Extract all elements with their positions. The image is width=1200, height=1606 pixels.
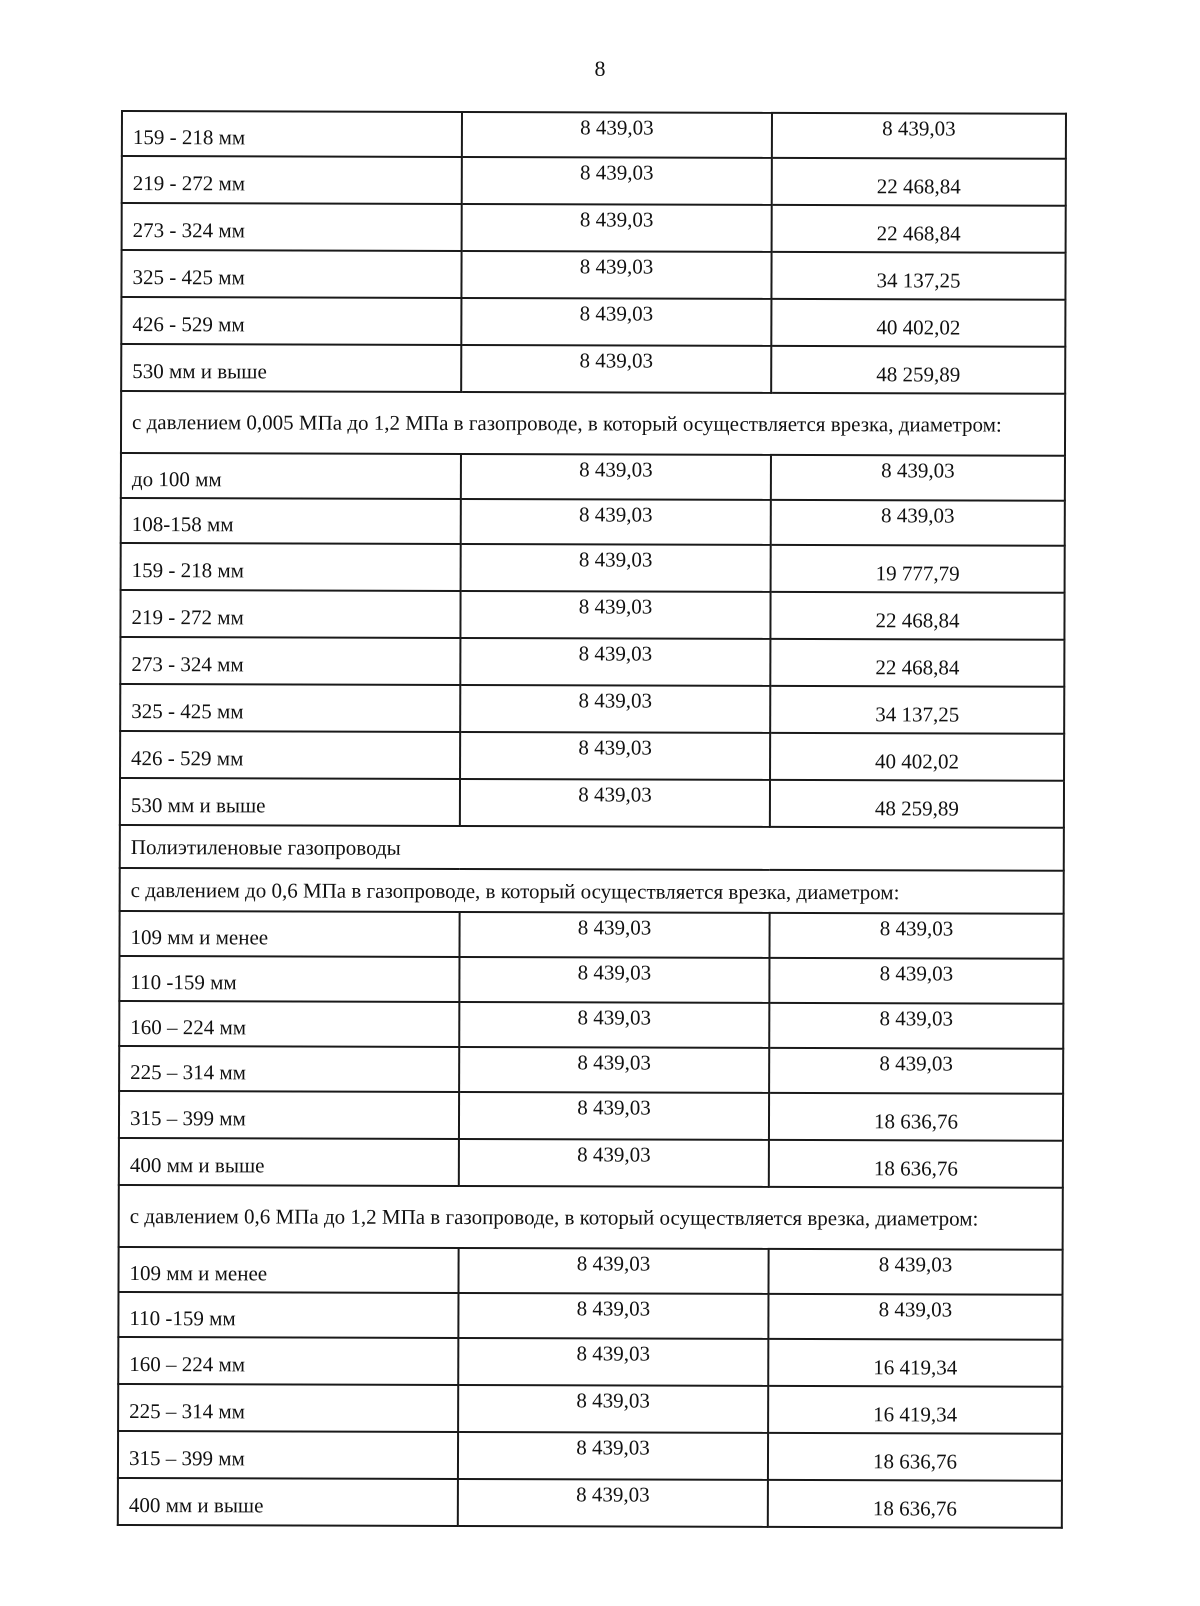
section-heading-row xyxy=(121,391,1065,456)
rate-cell-column-3: 8 439,03 xyxy=(768,1294,1062,1340)
diameter-range-cell: 400 мм и выше xyxy=(118,1478,458,1526)
diameter-range-cell: 273 - 324 мм xyxy=(122,203,462,251)
rate-cell-column-2: 8 439,03 xyxy=(459,1047,769,1093)
table-row xyxy=(121,498,1065,546)
rate-cell-column-3: 8 439,03 xyxy=(769,1003,1063,1049)
table-row xyxy=(121,250,1065,300)
rate-cell-column-2: 8 439,03 xyxy=(459,1002,769,1048)
rate-cell-column-2: 8 439,03 xyxy=(459,957,769,1003)
section-heading-row xyxy=(120,825,1064,871)
rate-cell-column-3: 22 468,84 xyxy=(770,639,1064,687)
rate-cell-column-2: 8 439,03 xyxy=(460,638,770,686)
rate-cell-column-3: 8 439,03 xyxy=(771,455,1065,501)
diameter-range-cell: 159 - 218 мм xyxy=(122,111,462,157)
rate-cell-column-3: 48 259,89 xyxy=(771,346,1065,394)
diameter-range-cell: 109 мм и менее xyxy=(118,1247,458,1293)
diameter-range-cell: 159 - 218 мм xyxy=(121,543,461,591)
rate-cell-column-3: 19 777,79 xyxy=(771,545,1065,593)
rate-cell-column-3: 8 439,03 xyxy=(772,113,1066,159)
table-row xyxy=(121,344,1065,394)
table-row xyxy=(122,203,1066,253)
rate-cell-column-3: 16 419,34 xyxy=(768,1386,1062,1434)
rate-cell-column-3: 22 468,84 xyxy=(772,158,1066,206)
tariff-table-body xyxy=(118,111,1066,1528)
rate-cell-column-2: 8 439,03 xyxy=(462,157,772,205)
table-row xyxy=(118,1247,1062,1295)
table-row xyxy=(122,156,1066,206)
rate-cell-column-2: 8 439,03 xyxy=(459,912,769,958)
table-row xyxy=(119,1046,1063,1094)
rate-cell-column-2: 8 439,03 xyxy=(460,779,770,827)
rate-cell-column-3: 40 402,02 xyxy=(771,299,1065,347)
table-row xyxy=(118,1292,1062,1340)
page-number: 8 xyxy=(594,56,606,81)
rate-cell-column-2: 8 439,03 xyxy=(461,499,771,545)
table-row xyxy=(119,1091,1063,1141)
rate-cell-column-3: 34 137,25 xyxy=(770,686,1064,734)
section-heading-row xyxy=(120,868,1064,914)
table-row xyxy=(118,1431,1062,1481)
rate-cell-column-2: 8 439,03 xyxy=(458,1432,768,1480)
diameter-range-cell: до 100 мм xyxy=(121,453,461,499)
table-row xyxy=(118,1478,1062,1528)
diameter-range-cell: 219 - 272 мм xyxy=(120,590,460,638)
tariff-table xyxy=(117,110,1067,1529)
rate-cell-column-2: 8 439,03 xyxy=(460,685,770,733)
table-row xyxy=(119,911,1063,959)
rate-cell-column-3: 8 439,03 xyxy=(769,1048,1063,1094)
diameter-range-cell: 426 - 529 мм xyxy=(120,731,460,779)
rate-cell-column-3: 18 636,76 xyxy=(768,1480,1062,1528)
table-row xyxy=(121,543,1065,593)
table-row xyxy=(118,1337,1062,1387)
rate-cell-column-2: 8 439,03 xyxy=(458,1293,768,1339)
diameter-range-cell: 400 мм и выше xyxy=(119,1138,459,1186)
rate-cell-column-2: 8 439,03 xyxy=(461,251,771,299)
rate-cell-column-2: 8 439,03 xyxy=(458,1248,768,1294)
table-row xyxy=(119,1001,1063,1049)
diameter-range-cell: 110 -159 мм xyxy=(119,956,459,1002)
rate-cell-column-2: 8 439,03 xyxy=(462,204,772,252)
rate-cell-column-3: 8 439,03 xyxy=(771,500,1065,546)
rate-cell-column-3: 16 419,34 xyxy=(768,1339,1062,1387)
rate-cell-column-3: 40 402,02 xyxy=(770,733,1064,781)
table-row xyxy=(118,1384,1062,1434)
rate-cell-column-3: 18 636,76 xyxy=(769,1140,1063,1188)
table-row xyxy=(121,453,1065,501)
table-row xyxy=(120,637,1064,687)
table-row xyxy=(122,111,1066,159)
diameter-range-cell: 160 – 224 мм xyxy=(119,1001,459,1047)
diameter-range-cell: 219 - 272 мм xyxy=(122,156,462,204)
table-row xyxy=(120,684,1064,734)
rate-cell-column-3: 22 468,84 xyxy=(772,205,1066,253)
diameter-range-cell: 325 - 425 мм xyxy=(120,684,460,732)
rate-cell-column-2: 8 439,03 xyxy=(459,1139,769,1187)
diameter-range-cell: 160 – 224 мм xyxy=(118,1337,458,1385)
table-row xyxy=(119,956,1063,1004)
diameter-range-cell: 225 – 314 мм xyxy=(118,1384,458,1432)
diameter-range-cell: 110 -159 мм xyxy=(118,1292,458,1338)
diameter-range-cell: 273 - 324 мм xyxy=(120,637,460,685)
rate-cell-column-2: 8 439,03 xyxy=(461,454,771,500)
diameter-range-cell: 530 мм и выше xyxy=(121,344,461,392)
rate-cell-column-2: 8 439,03 xyxy=(458,1385,768,1433)
table-row xyxy=(120,590,1064,640)
rate-cell-column-2: 8 439,03 xyxy=(458,1338,768,1386)
diameter-range-cell: 315 – 399 мм xyxy=(118,1431,458,1479)
diameter-range-cell: 225 – 314 мм xyxy=(119,1046,459,1092)
rate-cell-column-2: 8 439,03 xyxy=(461,298,771,346)
rate-cell-column-2: 8 439,03 xyxy=(460,732,770,780)
diameter-range-cell: 530 мм и выше xyxy=(120,778,460,826)
diameter-range-cell: 109 мм и менее xyxy=(119,911,459,957)
table-row xyxy=(120,778,1064,828)
rate-cell-column-3: 34 137,25 xyxy=(771,252,1065,300)
rate-cell-column-3: 48 259,89 xyxy=(770,780,1064,828)
table-row xyxy=(119,1138,1063,1188)
rate-cell-column-2: 8 439,03 xyxy=(458,1479,768,1527)
section-heading: с давлением 0,6 МПа до 1,2 МПа в газопроводе, в который осуществляется врезка, диаметром: xyxy=(119,1185,1063,1250)
rate-cell-column-3: 22 468,84 xyxy=(770,592,1064,640)
rate-cell-column-3: 8 439,03 xyxy=(769,958,1063,1004)
section-heading: с давлением до 0,6 МПа в газопроводе, в который осуществляется врезка, диаметром: xyxy=(120,868,1064,914)
rate-cell-column-3: 8 439,03 xyxy=(769,913,1063,959)
rate-cell-column-2: 8 439,03 xyxy=(460,591,770,639)
rate-cell-column-3: 18 636,76 xyxy=(768,1433,1062,1481)
diameter-range-cell: 315 – 399 мм xyxy=(119,1091,459,1139)
section-heading-row xyxy=(119,1185,1063,1250)
rate-cell-column-2: 8 439,03 xyxy=(459,1092,769,1140)
section-heading: с давлением 0,005 МПа до 1,2 МПа в газопроводе, в который осуществляется врезка, диаметром: xyxy=(121,391,1065,456)
rate-cell-column-2: 8 439,03 xyxy=(461,345,771,393)
diameter-range-cell: 325 - 425 мм xyxy=(121,250,461,298)
section-heading: Полиэтиленовые газопроводы xyxy=(120,825,1064,871)
rate-cell-column-3: 18 636,76 xyxy=(769,1093,1063,1141)
diameter-range-cell: 108-158 мм xyxy=(121,498,461,544)
rate-cell-column-2: 8 439,03 xyxy=(461,544,771,592)
rate-cell-column-2: 8 439,03 xyxy=(462,112,772,158)
table-row xyxy=(121,297,1065,347)
diameter-range-cell: 426 - 529 мм xyxy=(121,297,461,345)
rate-cell-column-3: 8 439,03 xyxy=(768,1249,1062,1295)
table-row xyxy=(120,731,1064,781)
